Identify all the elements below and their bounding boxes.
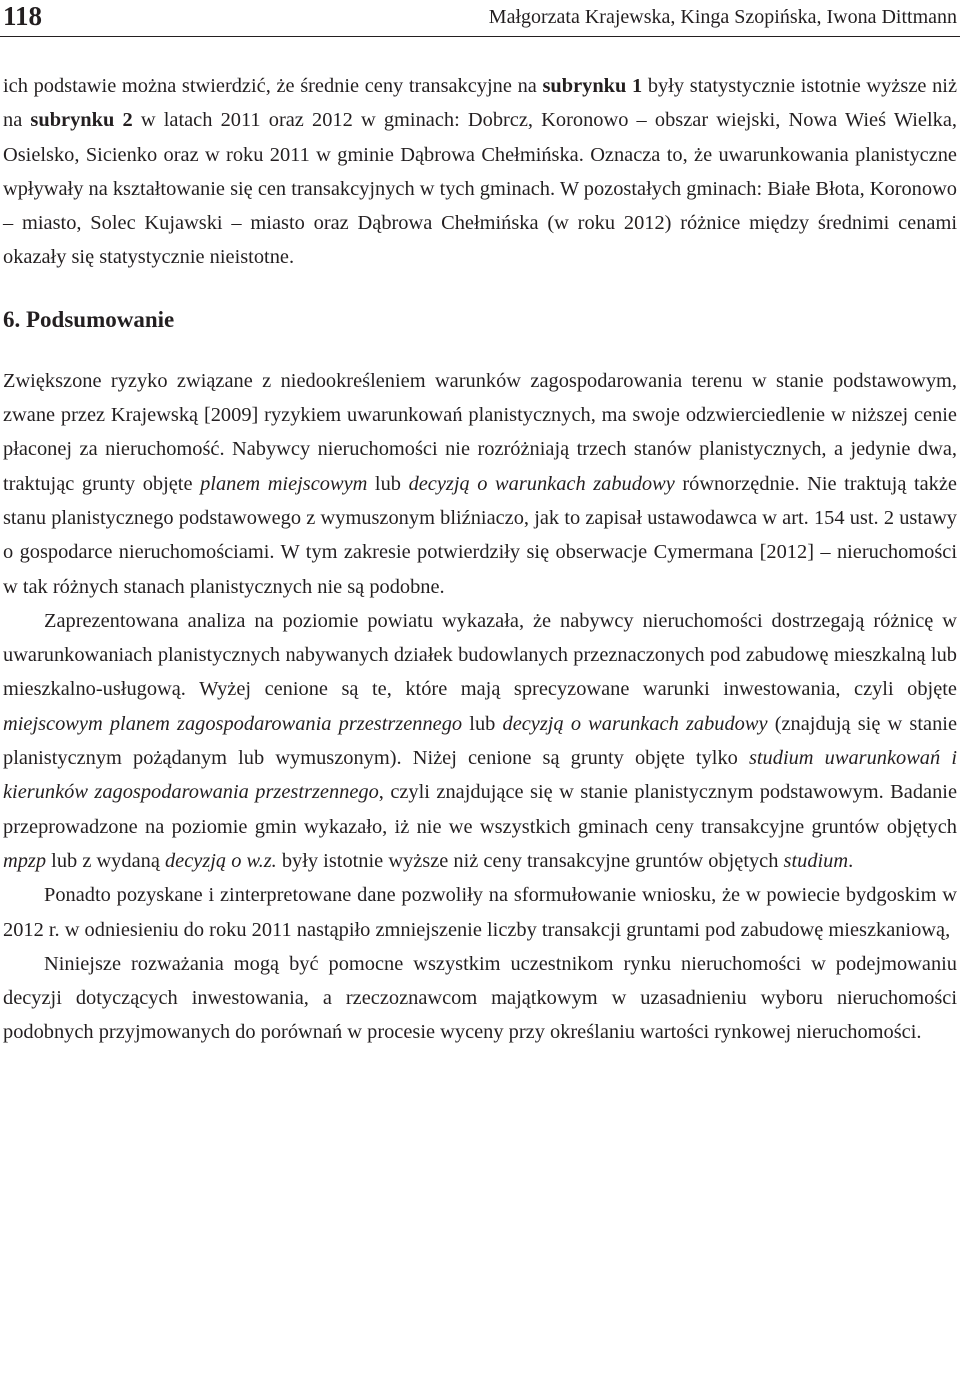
italic-text-run: decyzją o warunkach zabudowy xyxy=(502,712,768,735)
text-run: lub xyxy=(367,472,409,495)
page-header xyxy=(0,0,960,37)
paragraph xyxy=(3,69,957,275)
italic-text-run: decyzją o w.z. xyxy=(164,849,277,872)
paragraph xyxy=(3,947,957,1050)
bold-text-run: subrynku 1 xyxy=(542,75,643,97)
text-run: były statystycznie istotnie wyższe niż na xyxy=(3,75,957,132)
text-run: ich podstawie można stwierdzić, że średnie ceny transakcyjne na xyxy=(3,75,543,97)
text-run: Zaprezentowana analiza na poziomie powiatu wykazała, że nabywcy nieruchomości dostrzegają różnicę w uwarunkowaniach planistycznych nabywanych działek budowlanych przeznaczonych pod zabudowę mieszkalną lub mieszkalno-usługową. Wyżej cenione są te, które mają sprecyzowane warunki inwestowania, czyli objęte xyxy=(3,609,957,701)
italic-text-run: studium xyxy=(783,849,849,872)
paragraph xyxy=(3,878,957,947)
text-run: lub z wydaną xyxy=(46,849,165,872)
text-run: . xyxy=(848,849,854,872)
italic-text-run: studium uwarunkowań i kierunków zagospodarowania przestrzennego xyxy=(3,747,957,804)
text-run: (znajdują się w stanie planistycznym pożądanym lub wymuszonym). Niżej cenione są grunty objęte tylko xyxy=(3,712,957,770)
section-heading: 6. Podsumowanie xyxy=(3,306,175,332)
italic-text-run: decyzją o warunkach zabudowy xyxy=(408,472,675,495)
text-run: lub xyxy=(462,712,503,735)
running-head-authors: Małgorzata Krajewska, Kinga Szopińska, Iwona Dittmann xyxy=(488,6,957,28)
text-run: były istotnie wyższe niż ceny transakcyjne gruntów objętych xyxy=(276,849,784,872)
italic-text-run: planem miejscowym xyxy=(200,472,368,495)
paragraph xyxy=(3,364,957,604)
text-run: Niniejsze rozważania mogą być pomocne wszystkim uczestnikom rynku nieruchomości w podejmowaniu decyzji dotyczących inwestowania, a rzeczoznawcom majątkowym w uzasadnieniu wyboru nieruchomości podobnych przyjmowanych do porównań w procesie wyceny przy określaniu wartości rynkowej nieruchomości. xyxy=(3,952,957,1044)
page-number: 118 xyxy=(3,1,43,31)
body-text xyxy=(3,69,957,1050)
paragraph xyxy=(3,604,957,878)
italic-text-run: mpzp xyxy=(3,849,47,872)
text-run: Zwiększone ryzyko związane z niedookreśleniem warunków zagospodarowania terenu w stanie podstawowym, zwane przez Krajewską [2009] ryzykiem uwarunkowań planistycznych, ma swoje odzwierciedlenie w niższej cenie płaconej za nieruchomość. Nabywcy nieruchomości nie rozróżniają trzech stanów planistycznych, a jedynie dwa, traktując grunty objęte xyxy=(3,369,957,495)
text-run: , czyli znajdujące się w stanie planistycznym podstawowym. Badanie przeprowadzone na poziomie gmin wykazało, iż nie we wszystkich gminach ceny transakcyjne gruntów objętych xyxy=(3,781,957,838)
bold-text-run: subrynku 2 xyxy=(30,109,133,132)
italic-text-run: miejscowym planem zagospodarowania przestrzennego xyxy=(3,712,463,735)
text-run: w latach 2011 oraz 2012 w gminach: Dobrcz, Koronowo – obszar wiejski, Nowa Wieś Wielka, Osielsko, Sicienko oraz w roku 2011 w gminie Dąbrowa Chełmińska. Oznacza to, że uwarunkowania planistyczne wpływały na kształtowanie się cen transakcyjnych w tych gminach. W pozostałych gminach: Białe Błota, Koronowo – miasto, Solec Kujawski – miasto oraz Dąbrowa Chełmińska (w roku 2012) różnice między średnimi cenami okazały się statystycznie nieistotne. xyxy=(3,109,957,269)
text-run: równorzędnie. Nie traktują także stanu planistycznego podstawowego z wymuszonym bliźniaczo, jak to zapisał ustawodawca w art. 154 ust. 2 ustawy o gospodarce nieruchomościami. W tym zakresie potwierdziły się obserwacje Cymermana [2012] – nieruchomości w tak różnych stanach planistycznych nie są podobne. xyxy=(3,472,957,598)
text-run: Ponadto pozyskane i zinterpretowane dane pozwoliły na sformułowanie wniosku, że w powiecie bydgoskim w 2012 r. w odniesieniu do roku 2011 nastąpiło zmniejszenie liczby transakcji gruntami pod zabudowę mieszkaniową, xyxy=(3,884,957,941)
